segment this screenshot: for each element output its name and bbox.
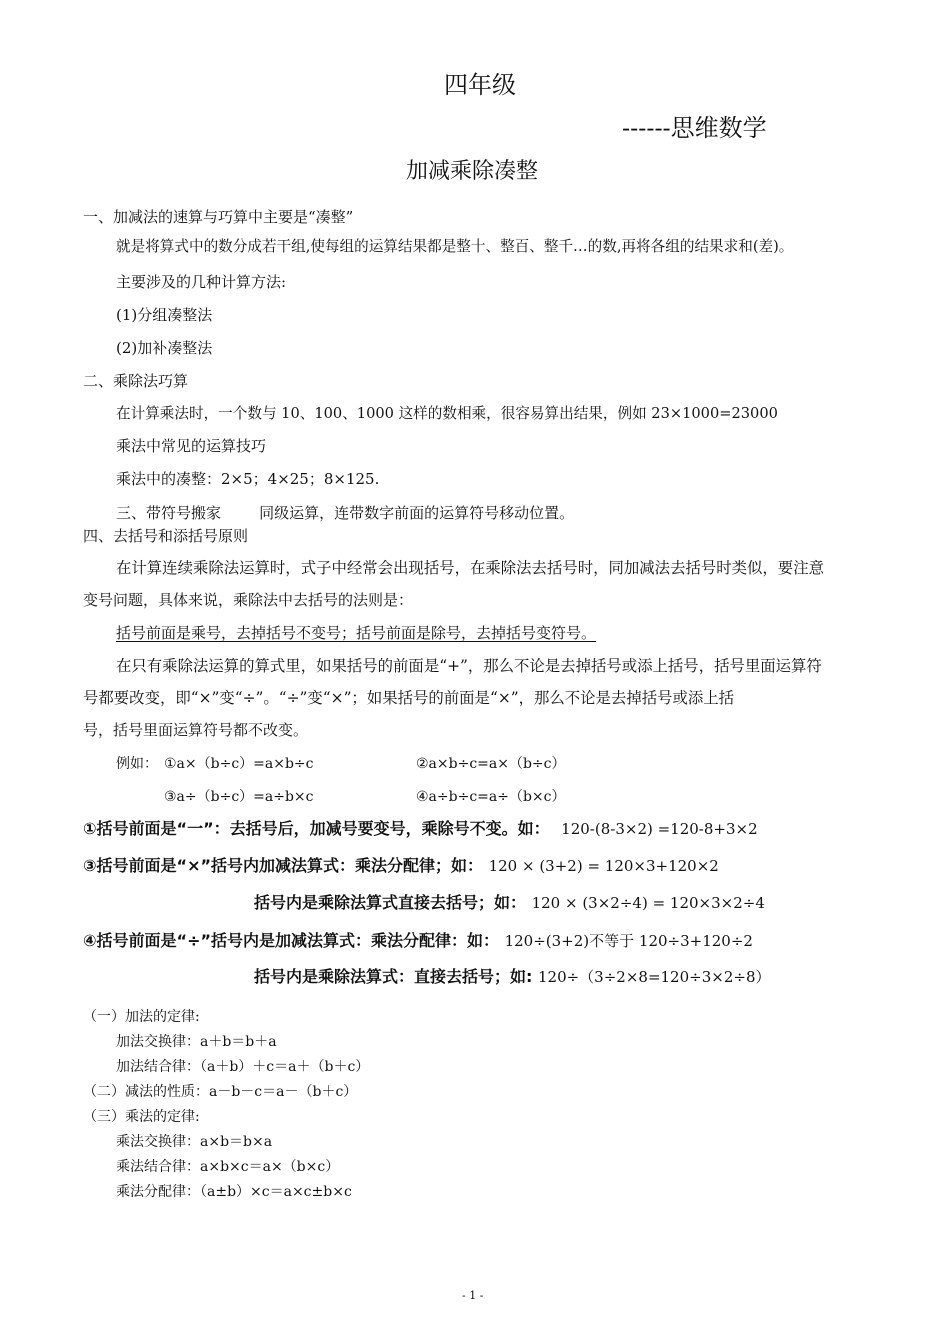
addition-commutative-law: 加法交换律：a＋b＝b＋a [116, 1034, 277, 1050]
addition-associative-law: 加法结合律：（a＋b）＋c＝a＋（b＋c） [116, 1059, 370, 1075]
section4-paragraph2a: 在只有乘除法运算的算式里，如果括号的前面是“+”，那么不论是去掉括号或添上括号，括号里面运算符 [116, 657, 822, 675]
section4-paragraph1a: 在计算连续乘除法运算时，式子中经常会出现括号，在乘除法去括号时，同加减法去括号时类似，要注意 [116, 559, 824, 577]
topic-title: 加减乘除凑整 [406, 159, 539, 184]
section2-paragraph3: 乘法中的凑整：2×5；4×25；8×125. [116, 470, 380, 488]
multiplication-commutative-law: 乘法交换律：a×b＝b×a [116, 1134, 273, 1150]
multiplication-laws-heading: （三）乘法的定律: [83, 1109, 200, 1125]
example-2: ②a×b÷c=a×（b÷c） [416, 756, 566, 772]
section2-paragraph1: 在计算乘法时，一个数与 10、100、1000 这样的数相乘，很容易算出结果，例如 23×1000=23000 [116, 405, 778, 422]
method-complement: (2)加补凑整法 [116, 339, 213, 357]
section1-heading: 一、加减法的速算与巧算中主要是“凑整” [83, 208, 354, 226]
example-1: ①a×（b÷c）=a×b÷c [164, 756, 314, 772]
method-grouping: (1)分组凑整法 [116, 306, 213, 324]
section4-paragraph2b: 号都要改变，即“×”变“÷”。“÷”变“×”；如果括号的前面是“×”，那么不论是去掉括号或添上括 [83, 689, 735, 707]
section1-paragraph1: 就是将算式中的数分成若干组,使每组的运算结果都是整十、整百、整千…的数,再将各组的结果求和(差)。 [116, 238, 794, 255]
section4-rule: 括号前面是乘号，去掉括号不变号；括号前面是除号，去掉括号变符号。 [116, 624, 597, 642]
bold-rule-3 [83, 856, 719, 876]
section2-paragraph2: 乘法中常见的运算技巧 [116, 437, 267, 455]
multiplication-associative-law: 乘法结合律：a×b×c＝a×（b×c） [116, 1159, 340, 1175]
addition-laws-heading: （一）加法的定律: [83, 1009, 200, 1025]
bold-rule-4b [254, 967, 771, 987]
bold-rule-3b [254, 893, 765, 913]
multiplication-distributive-law: 乘法分配律：（a±b）×c＝a×c±b×c [116, 1184, 352, 1200]
bold-rule-4b-formula: 120÷（3÷2×8=120÷3×2÷8） [537, 968, 771, 986]
section4-paragraph1b: 变号问题，具体来说，乘除法中去括号的法则是： [83, 591, 414, 609]
bold-rule-1-text: ①括号前面是“一”：去括号后，加减号要变号，乘除号不变。如： [83, 819, 550, 838]
bold-rule-3-text: ③括号前面是“×”括号内加减法算式：乘法分配律；如： [83, 856, 483, 875]
example-3: ③a÷（b÷c）=a÷b×c [164, 789, 314, 805]
page-number: - 1 - [462, 1289, 484, 1302]
bold-rule-4 [83, 931, 753, 951]
section4-heading: 四、去括号和添括号原则 [83, 527, 249, 545]
bold-rule-4b-text: 括号内是乘除法算式：直接去括号；如: [254, 967, 533, 986]
subject-subtitle: ------思维数学 [622, 114, 767, 142]
bold-rule-4-text: ④括号前面是“÷”括号内是加减法算式：乘法分配律：如： [83, 931, 499, 950]
bold-rule-3b-formula: 120 × (3×2÷4) = 120×3×2÷4 [531, 894, 765, 912]
bold-rule-3b-text: 括号内是乘除法算式直接去括号；如： [254, 893, 527, 912]
bold-rule-1-formula: 120-(8-3×2) =120-8+3×2 [561, 820, 758, 838]
bold-rule-4-formula: 120÷(3+2)不等于 120÷3+120÷2 [504, 932, 753, 950]
grade-title: 四年级 [444, 71, 516, 99]
section1-paragraph2: 主要涉及的几种计算方法: [116, 273, 287, 291]
section4-paragraph2c: 号，括号里面运算符号都不改变。 [83, 721, 309, 739]
bold-rule-1 [83, 819, 758, 839]
subtraction-property: （二）减法的性质：a－b－c＝a－（b＋c） [83, 1084, 358, 1100]
section3-line: 三、带符号搬家 同级运算，连带数字前面的运算符号移动位置。 [116, 504, 575, 522]
examples-label: 例如： [116, 756, 158, 772]
section2-heading: 二、乘除法巧算 [83, 372, 189, 390]
bold-rule-3-formula: 120 × (3+2) = 120×3+120×2 [488, 857, 719, 875]
example-4: ④a÷b÷c=a÷（b×c） [416, 789, 566, 805]
